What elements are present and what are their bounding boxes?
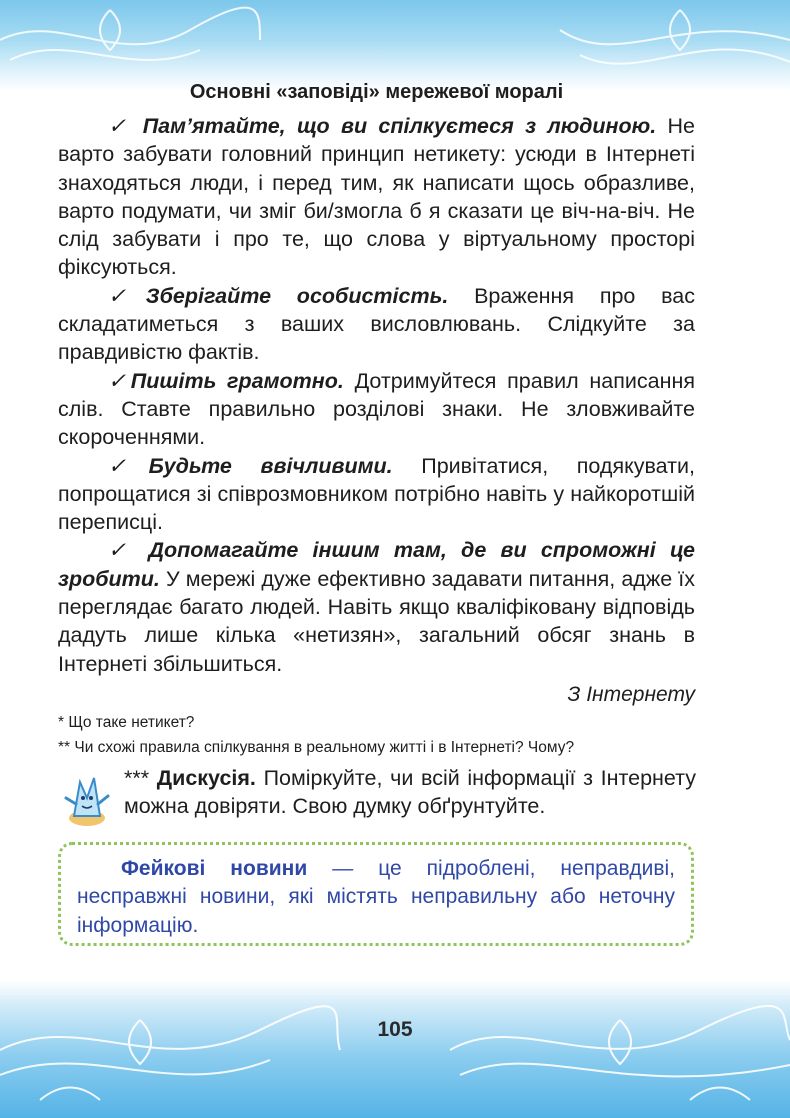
- bottom-swirl-ornament: [0, 980, 790, 1118]
- check-mark-icon: ✓: [108, 114, 132, 138]
- rule-paragraph-1: [58, 112, 695, 282]
- definition-box: [58, 842, 694, 946]
- source-attribution: З Інтернету: [567, 682, 695, 706]
- definition-text: [77, 855, 675, 940]
- check-mark-icon: ✓: [108, 283, 146, 308]
- rule-paragraph-2: [58, 282, 695, 367]
- rule-paragraph-5: [58, 536, 695, 677]
- check-mark-icon: ✓: [108, 453, 149, 478]
- rule-text-1: Не варто забувати головний принцип нетикету: усюди в Інтернеті знаходяться люди, і перед тим, як написати щось образливе, варто подумати, чи зміг би/змогла б я сказати це віч-на-віч. Не слід забувати і про те, що слова у віртуальному просторі фіксуються.: [58, 114, 695, 280]
- rule-text-2: Враження про вас складатиметься з ваших висловлювань. Слідкуйте за правдивістю фактів.: [58, 283, 696, 365]
- rule-text-4: Привітатися, подякувати, попрощатися зі співрозмовником потрібно навіть у найкоротшій переписці.: [58, 453, 696, 535]
- rule-title-5: Допомагайте іншим там, де ви спроможні це зробити.: [58, 538, 695, 591]
- question-1: * Що таке нетикет?: [58, 713, 195, 731]
- check-mark-icon: ✓: [108, 538, 135, 563]
- rule-text-3: Дотримуйтеся правил написання слів. Ставте правильно розділові знаки. Не зловживайте скороченнями.: [58, 368, 695, 450]
- discussion-title: Дискусія.: [156, 765, 256, 790]
- rule-title-2: Зберігайте особистість.: [145, 283, 449, 308]
- definition-body: — це підроблені, неправдиві, несправжні новини, які містять неправильну або неточну інформацію.: [77, 857, 675, 937]
- rule-title-3: Пишіть грамотно.: [130, 368, 344, 393]
- rule-paragraph-3: [58, 367, 695, 452]
- discussion-text: [124, 764, 696, 821]
- rule-title-1: Пам’ятайте, що ви спілкуєтеся з людиною.: [142, 114, 657, 138]
- bottom-decorative-band: [0, 980, 790, 1118]
- discussion-task: [58, 764, 695, 830]
- rule-title-4: Будьте ввічливими.: [148, 453, 393, 478]
- rule-paragraph-4: [58, 452, 695, 537]
- discussion-mascot-icon: [60, 768, 114, 828]
- check-mark-icon: ✓: [108, 368, 131, 393]
- discussion-prefix: ***: [124, 765, 157, 790]
- discussion-body: Поміркуйте, чи всій інформації з Інтернету можна довіряти. Свою думку обґрунтуйте.: [124, 765, 696, 819]
- rule-text-5: У мережі дуже ефективно задавати питання, адже їх переглядає багато людей. Навіть якщо кваліфіковану відповідь дадуть лише кілька «нетизян», загальний обсяг знань в Інтернеті збільшиться.: [58, 566, 695, 676]
- section-heading: Основні «заповіді» мережевої моралі: [189, 81, 564, 103]
- main-text: [58, 78, 695, 830]
- page-number: 105: [377, 1018, 413, 1041]
- question-2: ** Чи схожі правила спілкування в реальному житті і в Інтернеті? Чому?: [58, 738, 575, 756]
- definition-term: Фейкові новини: [121, 857, 308, 880]
